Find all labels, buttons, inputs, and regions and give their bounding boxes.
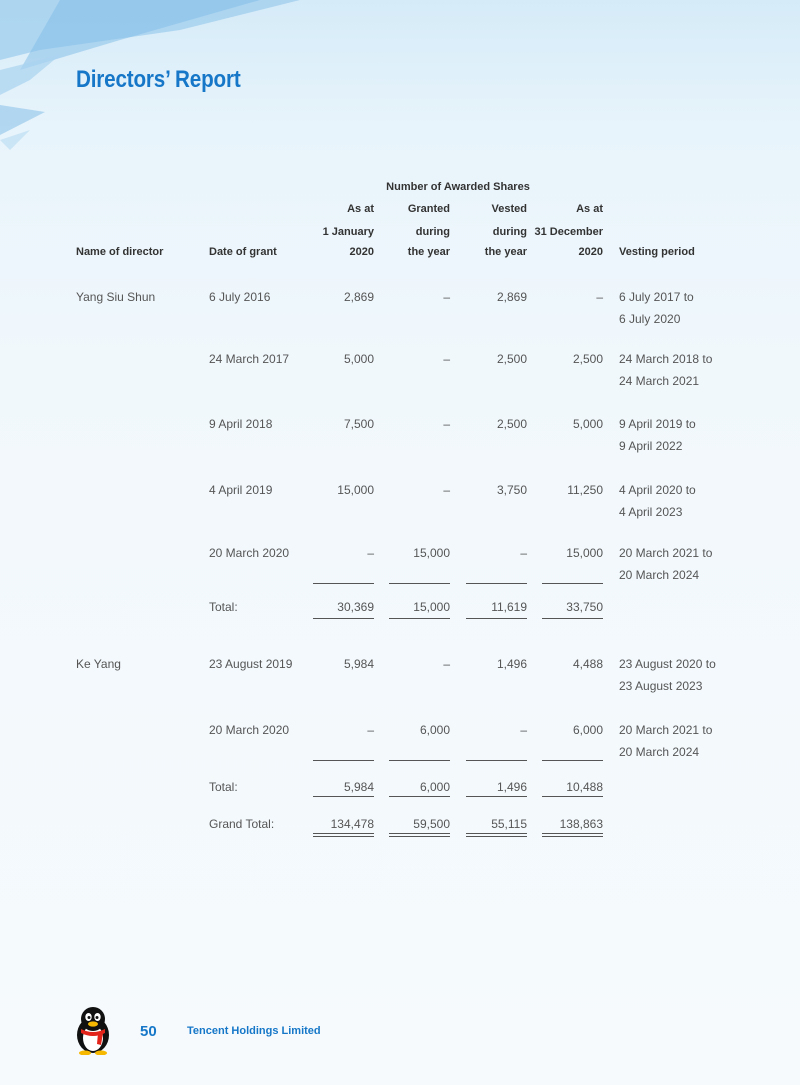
shares-as-at-1-january: 7,500 [343, 417, 374, 431]
shares-vested: 3,750 [496, 483, 527, 497]
shares-vested: – [520, 546, 527, 560]
total-rule [466, 796, 527, 797]
grant-date: 6 July 2016 [209, 290, 271, 304]
grand-total-double-rule [542, 833, 603, 837]
subtotal-rule [466, 583, 527, 584]
shares-as-at-1-january: 2,869 [343, 290, 374, 304]
shares-as-at-31-december: 15,000 [566, 546, 603, 560]
shares-as-at-31-december: 138,863 [559, 817, 603, 831]
grand-total-double-rule [313, 833, 374, 837]
subtotal-rule [466, 760, 527, 761]
subtotal-rule [542, 760, 603, 761]
shares-granted: – [443, 657, 450, 671]
shares-vested: 2,500 [496, 417, 527, 431]
grant-date: 20 March 2020 [209, 723, 290, 737]
shares-as-at-1-january: – [367, 723, 374, 737]
column-header-as_at_end: 2020 [578, 246, 603, 258]
column-header-vested: during [492, 226, 527, 238]
director-name: Yang Siu Shun [76, 290, 156, 304]
vesting-period-start: 20 March 2021 to [619, 723, 713, 737]
vesting-period-start: 6 July 2017 to [619, 290, 694, 304]
subtotal-rule [313, 760, 374, 761]
vesting-period-start: 20 March 2021 to [619, 546, 713, 560]
shares-as-at-31-december: 11,250 [567, 483, 603, 497]
shares-granted: – [443, 483, 450, 497]
page-title: Directors’ Report [76, 66, 241, 93]
vesting-period-start: 23 August 2020 to [619, 657, 716, 671]
grant-date: 23 August 2019 [209, 657, 293, 671]
vesting-period-end: 24 March 2021 [619, 374, 700, 388]
shares-as-at-1-january: 5,000 [343, 352, 374, 366]
shares-vested: 1,496 [496, 780, 527, 794]
grant-date: 24 March 2017 [209, 352, 290, 366]
shares-as-at-31-december: 10,488 [566, 780, 603, 794]
shares-as-at-31-december: – [596, 290, 603, 304]
column-header-name: Name of director [76, 246, 164, 258]
grant-date: 9 April 2018 [209, 417, 273, 431]
column-header-date: Date of grant [209, 246, 277, 258]
shares-vested: – [520, 723, 527, 737]
vesting-period-start: 9 April 2019 to [619, 417, 696, 431]
shares-granted: – [443, 417, 450, 431]
column-header-vesting: Vesting period [619, 246, 695, 258]
column-header-as_at_start: As at [347, 203, 374, 215]
grand-total-double-rule [466, 833, 527, 837]
shares-vested: 1,496 [496, 657, 527, 671]
shares-vested: 2,869 [496, 290, 527, 304]
shares-granted: 6,000 [419, 723, 450, 737]
vesting-period-end: 4 April 2023 [619, 505, 683, 519]
vesting-period-end: 23 August 2023 [619, 679, 703, 693]
column-header-vested: Vested [491, 203, 527, 215]
column-header-as_at_start: 2020 [349, 246, 374, 258]
shares-as-at-31-december: 33,750 [566, 600, 603, 614]
column-header-granted: during [415, 226, 450, 238]
shares-granted: 15,000 [413, 600, 450, 614]
column-header-vested: the year [484, 246, 527, 258]
vesting-period-end: 20 March 2024 [619, 568, 700, 582]
shares-as-at-1-january: 134,478 [330, 817, 374, 831]
group-header: Number of Awarded Shares [386, 181, 530, 193]
shares-as-at-31-december: 2,500 [572, 352, 603, 366]
total-rule [466, 618, 527, 619]
shares-vested: 55,115 [491, 817, 527, 831]
subtotal-rule [313, 583, 374, 584]
total-rule [313, 796, 374, 797]
vesting-period-end: 6 July 2020 [619, 312, 681, 326]
column-header-as_at_end: 31 December [534, 226, 603, 238]
grant-date: Total: [209, 780, 238, 794]
subtotal-rule [542, 583, 603, 584]
shares-vested: 11,619 [491, 600, 527, 614]
grant-date: Grand Total: [209, 817, 275, 831]
shares-granted: – [443, 290, 450, 304]
shares-as-at-31-december: 5,000 [572, 417, 603, 431]
shares-as-at-31-december: 6,000 [572, 723, 603, 737]
subtotal-rule [389, 760, 450, 761]
column-header-as_at_end: As at [576, 203, 603, 215]
total-rule [389, 796, 450, 797]
grand-total-double-rule [389, 833, 450, 837]
grant-date: 4 April 2019 [209, 483, 273, 497]
grant-date: 20 March 2020 [209, 546, 290, 560]
vesting-period-end: 9 April 2022 [619, 439, 683, 453]
vesting-period-end: 20 March 2024 [619, 745, 700, 759]
shares-as-at-1-january: 15,000 [337, 483, 374, 497]
shares-as-at-31-december: 4,488 [572, 657, 603, 671]
shares-vested: 2,500 [496, 352, 527, 366]
column-header-granted: the year [407, 246, 450, 258]
column-header-granted: Granted [407, 203, 450, 215]
subtotal-rule [389, 583, 450, 584]
page-number: 50 [140, 1023, 157, 1040]
vesting-period-start: 4 April 2020 to [619, 483, 696, 497]
shares-granted: 59,500 [413, 817, 450, 831]
director-name: Ke Yang [76, 657, 121, 671]
shares-granted: – [443, 352, 450, 366]
total-rule [389, 618, 450, 619]
vesting-period-start: 24 March 2018 to [619, 352, 713, 366]
shares-as-at-1-january: 5,984 [343, 657, 374, 671]
grant-date: Total: [209, 600, 238, 614]
shares-granted: 15,000 [413, 546, 450, 560]
total-rule [542, 796, 603, 797]
shares-granted: 6,000 [419, 780, 450, 794]
penguin-logo-icon [72, 1005, 114, 1055]
shares-as-at-1-january: 30,369 [337, 600, 374, 614]
total-rule [313, 618, 374, 619]
shares-as-at-1-january: – [367, 546, 374, 560]
company-name: Tencent Holdings Limited [187, 1025, 321, 1037]
shares-as-at-1-january: 5,984 [343, 780, 374, 794]
column-header-as_at_start: 1 January [322, 226, 374, 238]
total-rule [542, 618, 603, 619]
